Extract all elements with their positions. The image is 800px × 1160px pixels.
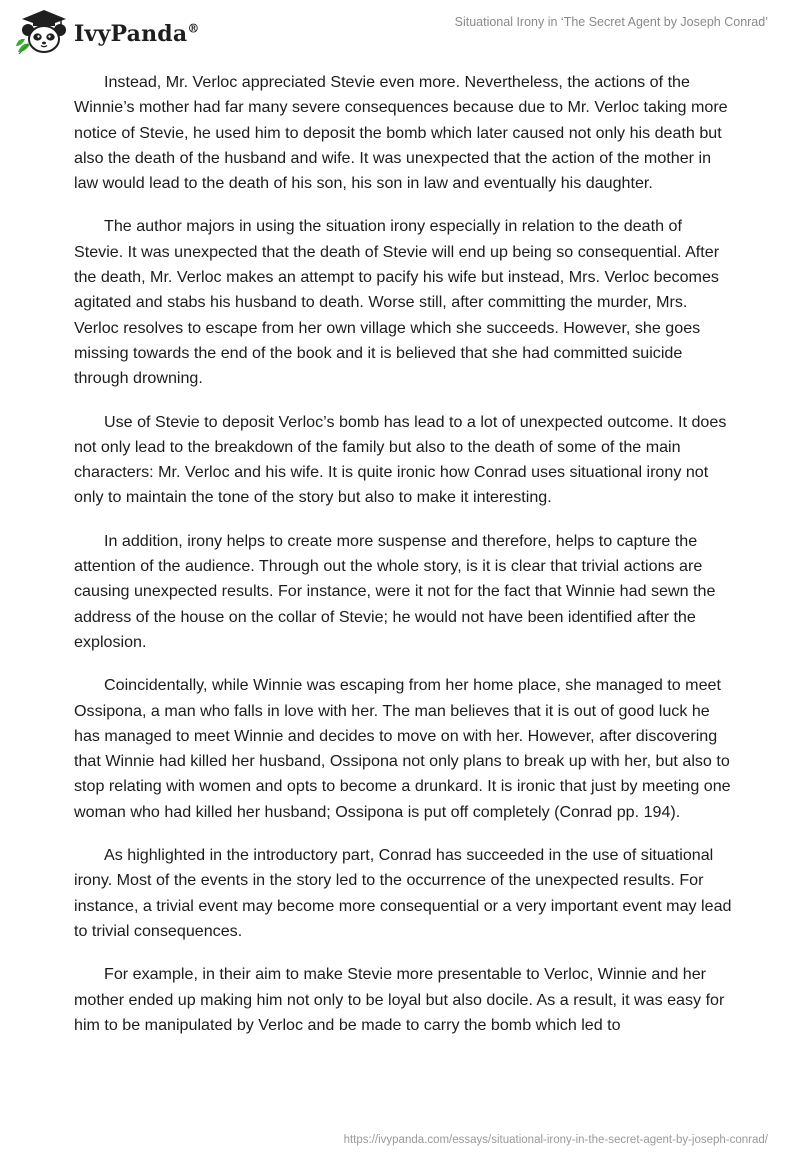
brand-name: IvyPanda® (74, 21, 200, 47)
essay-body (74, 70, 734, 1056)
paragraph-7: For example, in their aim to make Stevie more presentable to Verloc, Winnie and her mother ended up making him not only to be loyal but also docile. As a result, it was easy for him to be manipulated by Verloc and be made to carry the bomb which led to (74, 965, 725, 1034)
panda-graduate-icon (14, 6, 70, 58)
ivypanda-logo[interactable] (14, 6, 200, 58)
paragraph-5: Coincidentally, while Winnie was escaping from her home place, she managed to meet Ossipona, a man who falls in love with her. The man believes that it is out of good luck he has managed to meet Winnie and decides to move on with her. However, after discovering that Winnie had killed her husband, Ossipona not only plans to break up with her, but also to stop relating with women and opts to become a drunkard. It is ironic that just by meeting one woman who had killed her husband; Ossipona is put off completely (Conrad pp. 194). (74, 676, 731, 821)
source-url-link[interactable]: https://ivypanda.com/essays/situational-irony-in-the-secret-agent-by-joseph-conrad/ (343, 1134, 768, 1146)
document-title: Situational Irony in ‘The Secret Agent by Joseph Conrad’ (454, 15, 768, 29)
paragraph-1: Instead, Mr. Verloc appreciated Stevie even more. Nevertheless, the actions of the Winnie’s mother had far many severe consequences because due to Mr. Verloc taking more notice of Stevie, he used him to deposit the bomb which later caused not only his death but also the death of the husband and wife. It was unexpected that the action of the mother in law would lead to the death of his son, his son in law and eventually his daughter. (74, 73, 728, 193)
paragraph-4: In addition, irony helps to create more suspense and therefore, helps to capture the attention of the audience. Through out the whole story, is it is clear that trivial actions are causing unexpected results. For instance, were it not for the fact that Winnie had sewn the address of the house on the collar of Stevie; he would not have been identified after the explosion. (74, 531, 716, 651)
page-header (0, 0, 800, 62)
paragraph-6: As highlighted in the introductory part, Conrad has succeeded in the use of situational irony. Most of the events in the story led to the occurrence of the unexpected results. For instance, a trivial event may become more consequential or a very important event may lead to trivial consequences. (74, 846, 732, 940)
paragraph-3: Use of Stevie to deposit Verloc’s bomb has lead to a lot of unexpected outcome. It does not only lead to the breakdown of the family but also to the death of some of the main characters: Mr. Verloc and his wife. It is quite ironic how Conrad uses situational irony not only to maintain the tone of the story but also to make it interesting. (74, 412, 727, 507)
paragraph-2: The author majors in using the situation irony especially in relation to the death of Stevie. It was unexpected that the death of Stevie will end up being so consequential. After the death, Mr. Verloc makes an attempt to pacify his wife but instead, Mrs. Verloc becomes agitated and stabs his husband to death. Worse still, after committing the murder, Mrs. Verloc resolves to escape from her own village which she succeeds. However, she goes missing towards the end of the book and it is believed that she had committed suicide through drowning. (74, 217, 720, 388)
